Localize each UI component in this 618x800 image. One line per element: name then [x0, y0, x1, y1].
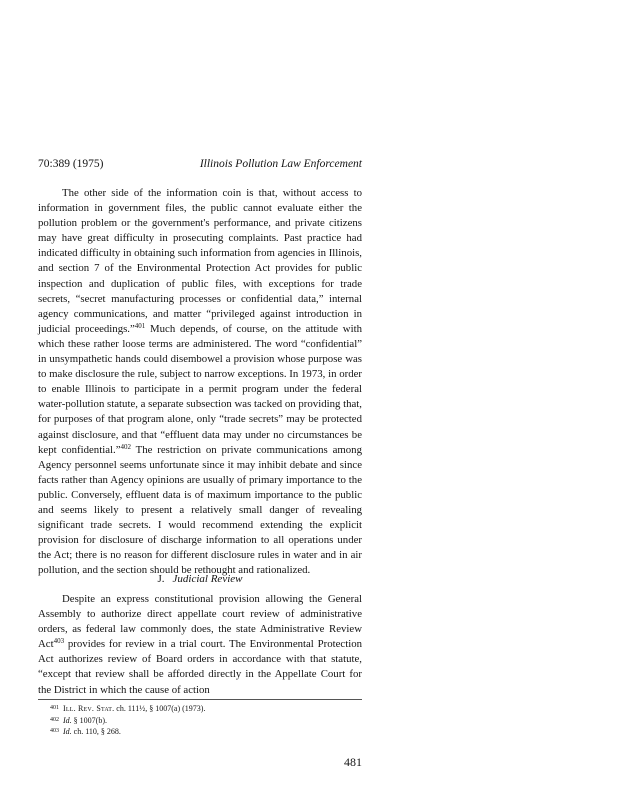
footnote-source: Id. [63, 727, 72, 736]
header-citation: 70:389 (1975) [38, 158, 104, 170]
section-title: Judicial Review [172, 573, 243, 585]
footnote-divider [38, 699, 362, 700]
footnote-reference: 401 [134, 321, 146, 330]
paragraph-text: The restriction on private communications among Agency personnel seems unfortunate since it may inhibit debate and since facts rather than Agency opinions are usually of primary importance to the public. Conversely, effluent data is of maximum importance to the public and seems likely to present a relatively small danger of revealing significant trade secrets. I would recommend extending the explicit provision for disclosure of discharge information to all operations under the Act; there is no reason for different disclosure rules in water and in air pollution, and the section should be rethought and rationalized. [38, 443, 362, 577]
page-number: 481 [344, 755, 362, 769]
footnote [50, 726, 362, 738]
footnote [50, 715, 362, 727]
footnote-source: Id. [63, 715, 72, 725]
paragraph-text: Much depends, of course, on the attitude with which these rather loose terms are administered. The word “confidential” in unsympathetic hands could disembowel a provision whose purpose was to make disclosure the rule, subject to narrow exceptions. In 1973, in order to enable Illinois to participate in a permit program under the federal water-pollution statute, a separate subsection was tacked on providing that, for purposes of that program alone, only “trade secrets” may be protected against disclosure, and that “effluent data may under no circumstances be kept confidential.” [38, 322, 362, 456]
footnote-reference: 402 [120, 442, 131, 451]
header-running-title: Illinois Pollution Law Enforcement [199, 158, 362, 170]
footnote-number: 401 [50, 705, 59, 711]
paragraph-text: Despite an express constitutional provision allowing the General Assembly to authorize direct appellate court review of administrative orders, as federal law commonly does, the state Administrative Review Act [38, 593, 362, 651]
footnote [50, 703, 362, 715]
body-paragraph-judicial-review [38, 592, 362, 698]
paragraph-text: The other side of the information coin is that, without access to information in government files, the public cannot evaluate either the pollution problem or the government's performance, and private citizens may have great difficulty in prosecuting complaints. Past practice had indicated difficulty in obtaining such information from agencies in Illinois, and section 7 of the Environmental Protection Act provides for public inspection and duplication of public files, with exceptions for trade secrets, “secret manufacturing processes or confidential data,” internal agency communications, and matter “privileged against introduction in judicial proceedings.” [38, 187, 362, 335]
footnote-number: 402 [50, 716, 59, 723]
section-number: J. [157, 573, 165, 585]
footnote-text: ch. 111½, § 1007(a) (1973). [114, 704, 206, 713]
footnote-text: § 1007(b). [71, 715, 107, 725]
footnote-text: ch. 110, § 268. [71, 727, 121, 736]
paragraph-text: provides for review in a trial court. The Environmental Protection Act authorizes review of Board orders in accordance with that statute, “except that review shall be afforded directly in the Appellate Court for the District in which the cause of action [38, 638, 362, 696]
footnote-reference: 403 [53, 637, 65, 646]
body-paragraph-information-access [38, 186, 362, 578]
footnotes [50, 703, 362, 738]
footnote-source: Ill. Rev. Stat. [63, 704, 115, 713]
footnote-number: 403 [50, 728, 59, 734]
section-heading [38, 572, 362, 586]
running-header [38, 157, 362, 171]
